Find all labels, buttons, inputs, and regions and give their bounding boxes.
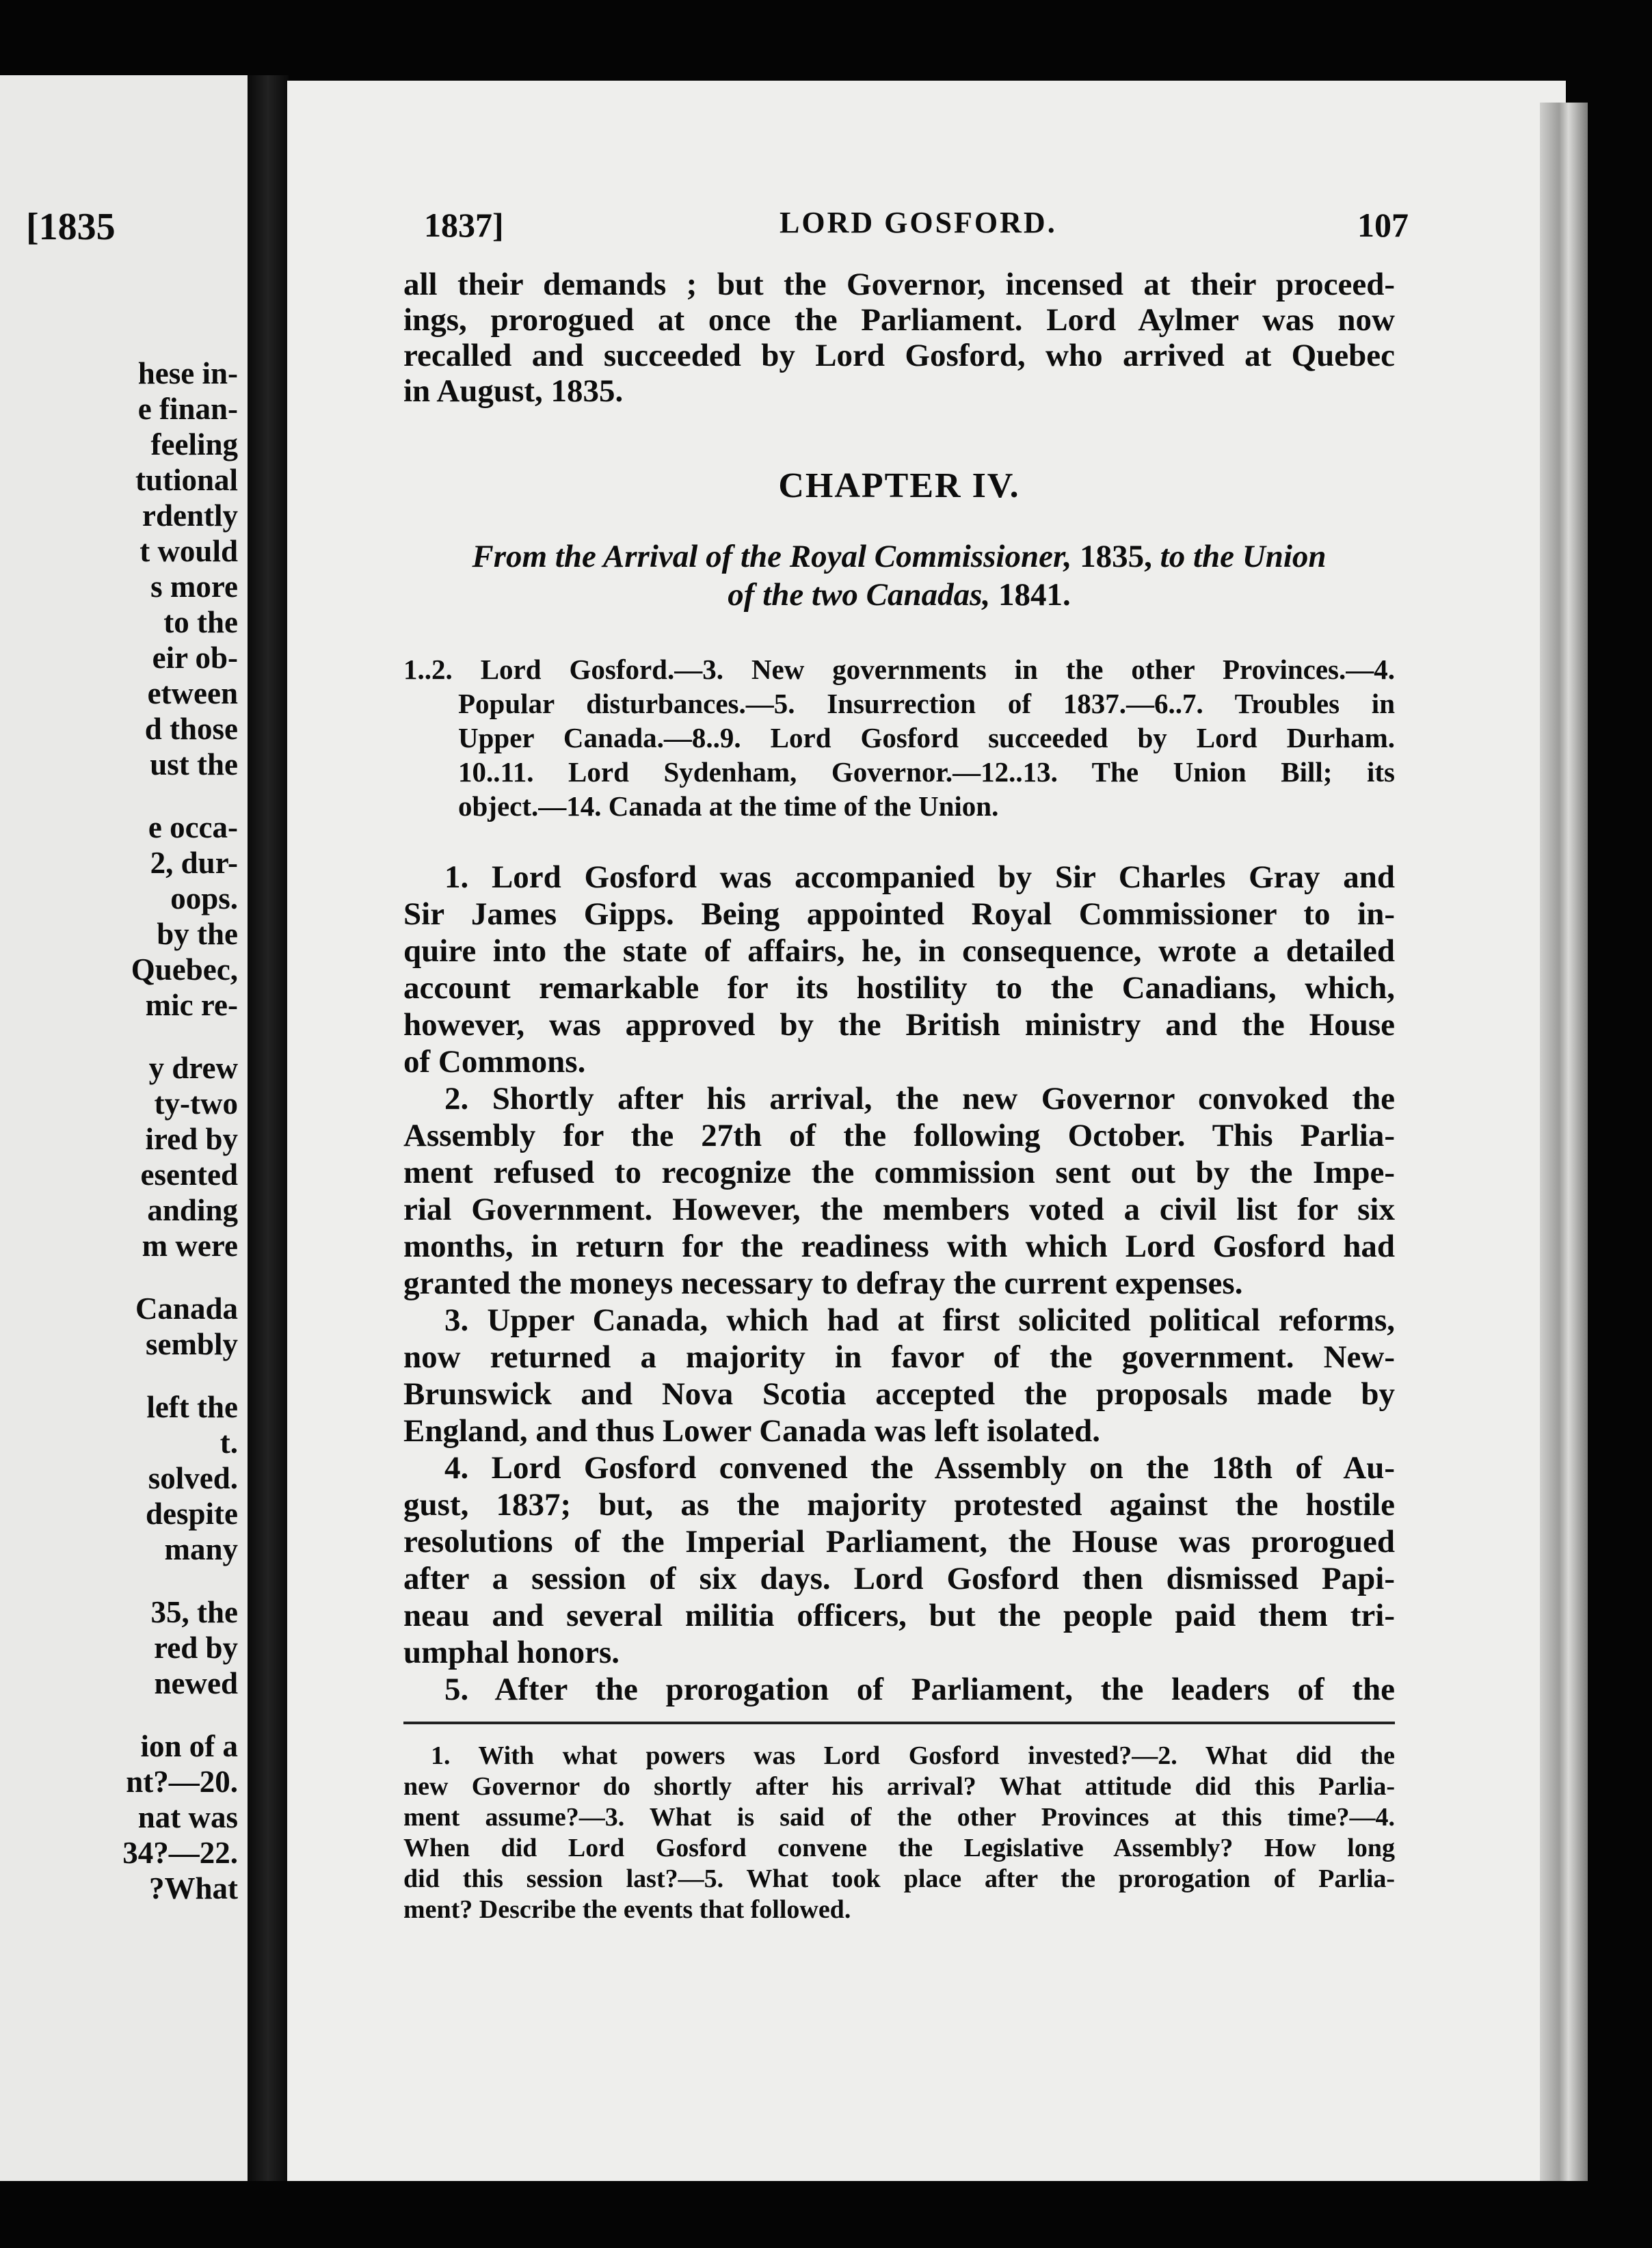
paragraph-line: neau and several militia officers, but the people paid them tri- (403, 1598, 1395, 1633)
chapter-summary (403, 652, 1395, 823)
paragraph-line: quire into the state of affairs, he, in consequence, wrote a detailed (403, 933, 1395, 969)
summary-line: 10..11. Lord Sydenham, Governor.—12..13. The Union Bill; its (458, 756, 1395, 788)
left-page-fragment: ion of a (140, 1729, 238, 1763)
paragraph-line: umphal honors. (403, 1635, 620, 1670)
text-line: all their demands ; but the Governor, incensed at their proceed- (403, 267, 1395, 302)
left-page-fragment: rdently (142, 498, 238, 533)
opening-paragraph (403, 267, 1395, 409)
footnote-rule (403, 1722, 1395, 1724)
chapter-subtitle-line-1 (403, 537, 1395, 576)
footnote-line: did this session last?—5. What took place after the prorogation of Parlia- (403, 1864, 1395, 1893)
footnote-line: 1. With what powers was Lord Gosford invested?—2. What did the (431, 1741, 1395, 1770)
footnote-line: When did Lord Gosford convene the Legislative Assembly? How long (403, 1834, 1395, 1862)
paragraph-line: England, and thus Lower Canada was left isolated. (403, 1413, 1100, 1449)
subtitle-part: From the Arrival of the Royal Commissioner, (472, 539, 1072, 574)
text-line: recalled and succeeded by Lord Gosford, who arrived at Quebec (403, 338, 1395, 373)
left-page-fragment: Canada (135, 1292, 238, 1326)
left-page-fragment: anding (147, 1193, 238, 1227)
running-head (424, 205, 1409, 253)
subtitle-part: to the Union (1160, 539, 1327, 574)
left-page-fragment: m were (142, 1229, 238, 1263)
page-text (403, 267, 1395, 1925)
left-page-fragment: mic re- (145, 988, 238, 1022)
running-head-title: LORD GOSFORD. (780, 206, 1057, 239)
paragraph-line: however, was approved by the British ministry and the House (403, 1007, 1395, 1043)
left-page-fragment: ired by (145, 1122, 238, 1156)
left-page-fragment: 34?—22. (122, 1836, 238, 1870)
paragraph-line: months, in return for the readiness with which Lord Gosford had (403, 1229, 1395, 1264)
left-page-fragment: solved. (148, 1461, 238, 1495)
paragraph-line: 3. Upper Canada, which had at first solicited political reforms, (444, 1302, 1395, 1338)
left-page-fragment: y drew (148, 1051, 238, 1085)
chapter-heading: CHAPTER IV. (778, 466, 1020, 505)
book-gutter (248, 75, 289, 2181)
left-page-fragment: tutional (135, 463, 238, 497)
left-page-fragment: t. (219, 1426, 238, 1460)
left-page-fragment: ty-two (154, 1086, 238, 1121)
paragraph-line: account remarkable for its hostility to the Canadians, which, (403, 970, 1395, 1006)
left-page-fragment: sembly (146, 1327, 238, 1361)
left-page-fragment: nt?—20. (126, 1765, 238, 1799)
left-page-fragment: many (164, 1532, 238, 1566)
left-page-fragment: to the (163, 605, 238, 639)
left-page-fragment: despite (146, 1497, 238, 1531)
paragraph-line: 2. Shortly after his arrival, the new Governor convoked the (444, 1081, 1395, 1116)
left-page-fragment: e occa- (148, 810, 238, 844)
paragraph-line: 5. After the prorogation of Parliament, the leaders of the (444, 1672, 1395, 1707)
left-page-fragment: nat was (137, 1800, 238, 1834)
left-page-fragment: e finan- (137, 392, 238, 426)
summary-line: Popular disturbances.—5. Insurrection of 1837.—6..7. Troubles in (458, 688, 1395, 719)
left-page (0, 75, 248, 2181)
summary-line: object.—14. Canada at the time of the Union. (458, 790, 999, 822)
left-page-fragment: esented (140, 1158, 238, 1192)
left-page-fragment: newed (154, 1666, 238, 1700)
left-page-fragment: 35, the (150, 1595, 238, 1629)
running-head-year: 1837] (424, 206, 504, 244)
paragraph-line: 1. Lord Gosford was accompanied by Sir Charles Gray and (444, 859, 1395, 895)
subtitle-year: 1841. (990, 577, 1071, 613)
paragraph-line: resolutions of the Imperial Parliament, the House was prorogued (403, 1524, 1395, 1560)
summary-line: Upper Canada.—8..9. Lord Gosford succeeded by Lord Durham. (458, 722, 1395, 753)
paragraph-line: Brunswick and Nova Scotia accepted the proposals made by (403, 1376, 1395, 1412)
chapter-subtitle-line-2 (403, 576, 1395, 614)
left-page-fragment: oops. (170, 881, 238, 915)
chapter-subtitle (403, 537, 1395, 614)
text-line: in August, 1835. (403, 373, 624, 409)
paragraph-line: Assembly for the 27th of the following October. This Parlia- (403, 1118, 1395, 1153)
page-edges (1540, 103, 1588, 2181)
paragraph-line: 4. Lord Gosford convened the Assembly on the 18th of Au- (444, 1450, 1395, 1486)
subtitle-year: 1835, (1071, 539, 1160, 574)
summary-line: 1..2. Lord Gosford.—3. New governments in the other Provinces.—4. (403, 654, 1395, 685)
footnote-line: new Governor do shortly after his arrival? What attitude did this Parlia- (403, 1772, 1395, 1801)
left-page-fragment: eir ob- (152, 641, 238, 675)
left-page-fragment: red by (154, 1631, 238, 1665)
footnote-line: ment? Describe the events that followed. (403, 1895, 851, 1924)
paragraph-line: gust, 1837; but, as the majority protested against the hostile (403, 1487, 1395, 1523)
subtitle-part: of the two Canadas, (728, 577, 991, 613)
left-page-fragment: feeling (150, 427, 238, 461)
paragraph-line: of Commons. (403, 1044, 586, 1080)
left-page-fragment: by the (157, 917, 238, 951)
left-page-fragment: t would (139, 534, 238, 568)
left-page-fragment: ust the (150, 747, 238, 781)
text-line: ings, prorogued at once the Parliament. Lord Aylmer was now (403, 302, 1395, 338)
footnote-line: ment assume?—3. What is said of the other Provinces at this time?—4. (403, 1803, 1395, 1832)
left-page-fragment: hese in- (137, 356, 238, 390)
page-number: 107 (1357, 206, 1409, 244)
paragraph-line: now returned a majority in favor of the government. New- (403, 1339, 1395, 1375)
footnote-questions (403, 1741, 1395, 1925)
left-page-fragment: 2, dur- (150, 846, 238, 880)
left-page-fragment: ?What (148, 1871, 238, 1905)
left-page-fragment: etween (147, 676, 238, 710)
paragraph-line: Sir James Gipps. Being appointed Royal Commissioner to in- (403, 896, 1395, 932)
left-page-fragment: s more (150, 570, 238, 604)
paragraph-line: ment refused to recognize the commission sent out by the Impe- (403, 1155, 1395, 1190)
left-page-fragment: left the (146, 1390, 238, 1424)
paragraph-line: rial Government. However, the members voted a civil list for six (403, 1192, 1395, 1227)
left-page-fragment: Quebec, (131, 952, 238, 987)
body-paragraphs (403, 859, 1395, 1708)
paragraph-line: after a session of six days. Lord Gosford then dismissed Papi- (403, 1561, 1395, 1596)
left-page-header: [1835 (26, 206, 116, 248)
left-page-fragment: d those (144, 712, 238, 746)
paragraph-line: granted the moneys necessary to defray the current expenses. (403, 1266, 1243, 1301)
